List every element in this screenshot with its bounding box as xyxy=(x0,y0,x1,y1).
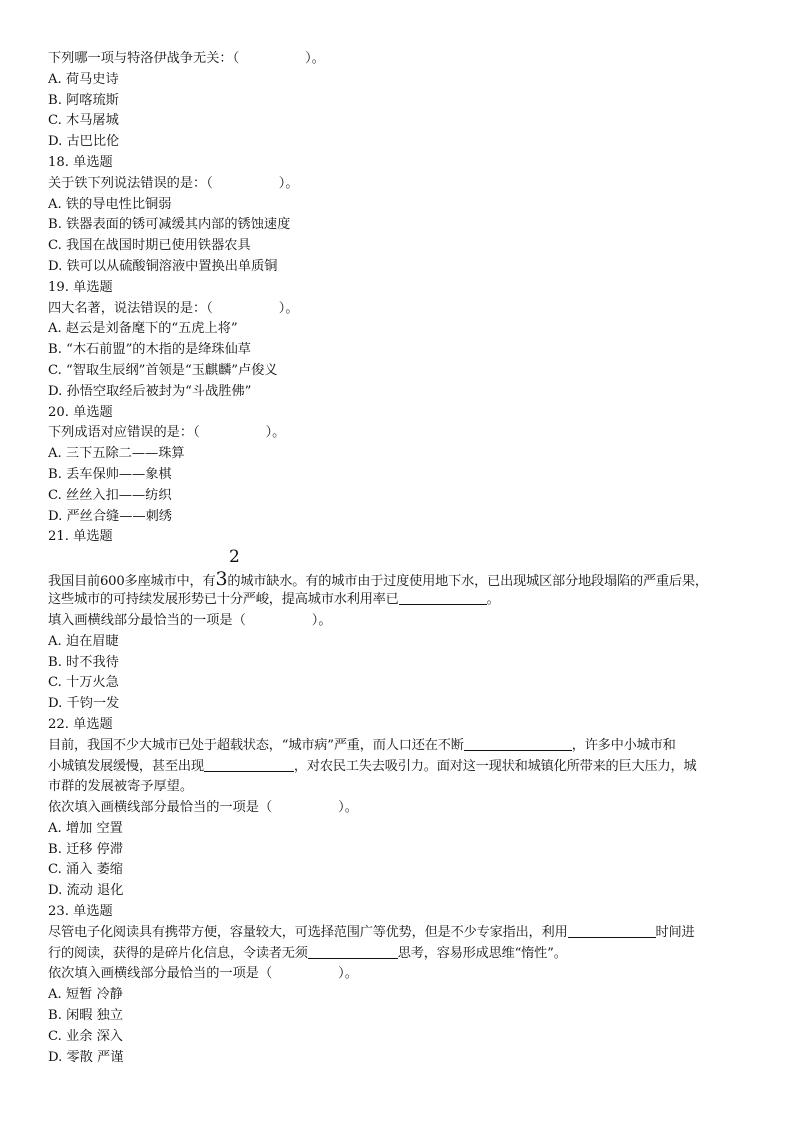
answer-blank xyxy=(204,757,294,772)
q18-option-b: B. 铁器表面的锈可减缓其内部的锈蚀速度 xyxy=(48,217,291,233)
q23-text-b-end: 思考，容易形成思维“惰性”。 xyxy=(397,945,567,961)
q23-text-a-end: 时间进 xyxy=(655,924,695,940)
question-23-header: 23. 单选题 xyxy=(48,904,113,920)
q20-option-c: C. 丝丝入扣——纺织 xyxy=(48,487,172,503)
q23-option-d: D. 零散 严谨 xyxy=(48,1049,124,1065)
question-22-passage-line-1 xyxy=(48,736,768,757)
q22-option-c: C. 涌入 萎缩 xyxy=(48,862,123,878)
q18-option-a: A. 铁的导电性比铜弱 xyxy=(48,196,172,212)
q22-text-a: 目前，我国不少大城市已处于超载状态，“城市病”严重，而人口还在不断 xyxy=(48,737,464,753)
q18-option-d: D. 铁可以从硫酸铜溶液中置换出单质铜 xyxy=(48,258,278,274)
q20-option-a: A. 三下五除二——珠算 xyxy=(48,446,185,462)
q23-text-b: 行的阅读，获得的是碎片化信息，令读者无须 xyxy=(48,945,308,961)
question-19-header: 19. 单选题 xyxy=(48,279,113,295)
fraction-numerator: 2 xyxy=(229,547,240,568)
question-23-prompt: 依次填入画横线部分最恰当的一项是（ ）。 xyxy=(48,966,358,982)
question-22-passage-line-2 xyxy=(48,757,768,778)
question-21-prompt: 填入画横线部分最恰当的一项是（ ）。 xyxy=(48,612,332,628)
question-19-stem: 四大名著，说法错误的是：（ ）。 xyxy=(48,300,299,316)
q22-option-b: B. 迁移 停滞 xyxy=(48,841,124,857)
q18-option-c: C. 我国在战国时期已使用铁器农具 xyxy=(48,238,251,254)
question-21-passage-line-1 xyxy=(48,568,768,590)
q17-option-b: B. 阿喀琉斯 xyxy=(48,92,119,108)
q21-option-a: A. 迫在眉睫 xyxy=(48,633,119,649)
q22-text-b-end: ，对农民工失去吸引力。面对这一现状和城镇化所带来的巨大压力，城 xyxy=(293,758,697,774)
q22-text-b: 小城镇发展缓慢，甚至出现 xyxy=(48,758,204,774)
q22-option-d: D. 流动 退化 xyxy=(48,883,124,899)
exam-page xyxy=(48,49,768,1068)
question-22-prompt: 依次填入画横线部分最恰当的一项是（ ）。 xyxy=(48,800,358,816)
q21-text-b: 的城市缺水。有的城市由于过度使用地下水，已出现城区部分地段塌陷的严重后果， xyxy=(227,574,708,590)
answer-blank xyxy=(399,590,487,605)
question-23-passage-line-2 xyxy=(48,944,768,965)
q23-text-a: 尽管电子化阅读具有携带方便，容量较大，可选择范围广等优势，但是不少专家指出，利用 xyxy=(48,924,568,940)
question-18-stem: 关于铁下列说法错误的是：（ ）。 xyxy=(48,175,299,191)
question-23-passage-line-1 xyxy=(48,923,768,944)
answer-blank xyxy=(464,736,572,751)
question-21-header: 21. 单选题 xyxy=(48,529,113,545)
question-21-passage-line-2 xyxy=(48,590,768,611)
q21-text-c-end: 。 xyxy=(486,592,500,608)
question-22-passage-line-3: 市群的发展被寄予厚望。 xyxy=(48,779,194,795)
q20-option-d: D. 严丝合缝——刺绣 xyxy=(48,508,172,524)
q19-option-c: C. “智取生辰纲”首领是“玉麒麟”卢俊义 xyxy=(48,362,278,378)
question-17-stem: 下列哪一项与特洛伊战争无关：（ ）。 xyxy=(48,51,325,66)
q21-text-c: 这些城市的可持续发展形势已十分严峻，提高城市水利用率已 xyxy=(48,592,399,608)
fraction-numerator-row xyxy=(48,548,768,568)
q21-option-d: D. 千钧一发 xyxy=(48,696,120,712)
q23-option-b: B. 闲暇 独立 xyxy=(48,1008,124,1024)
q23-option-c: C. 业余 深入 xyxy=(48,1028,123,1044)
answer-blank xyxy=(568,923,656,938)
q17-option-d: D. 古巴比伦 xyxy=(48,134,120,150)
q21-option-b: B. 时不我待 xyxy=(48,654,119,670)
fraction-denominator: 3 xyxy=(215,568,228,591)
question-20-header: 20. 单选题 xyxy=(48,404,113,420)
q17-option-a: A. 荷马史诗 xyxy=(48,71,119,87)
q21-option-c: C. 十万火急 xyxy=(48,675,119,691)
q22-text-a-end: ，许多中小城市和 xyxy=(571,737,676,753)
q19-option-a: A. 赵云是刘备麾下的“五虎上将” xyxy=(48,321,238,337)
q19-option-b: B. “木石前盟”的木指的是绛珠仙草 xyxy=(48,342,251,358)
question-20-stem: 下列成语对应错误的是：（ ）。 xyxy=(48,425,286,441)
q20-option-b: B. 丢车保帅——象棋 xyxy=(48,466,172,482)
q17-option-c: C. 木马屠城 xyxy=(48,113,119,129)
q23-option-a: A. 短暂 冷静 xyxy=(48,987,123,1003)
q21-text-a: 我国目前600多座城市中，有 xyxy=(48,574,216,590)
question-22-header: 22. 单选题 xyxy=(48,716,113,732)
question-18-header: 18. 单选题 xyxy=(48,154,113,170)
q22-option-a: A. 增加 空置 xyxy=(48,820,123,836)
q19-option-d: D. 孙悟空取经后被封为“斗战胜佛” xyxy=(48,383,252,399)
answer-blank xyxy=(308,944,398,959)
